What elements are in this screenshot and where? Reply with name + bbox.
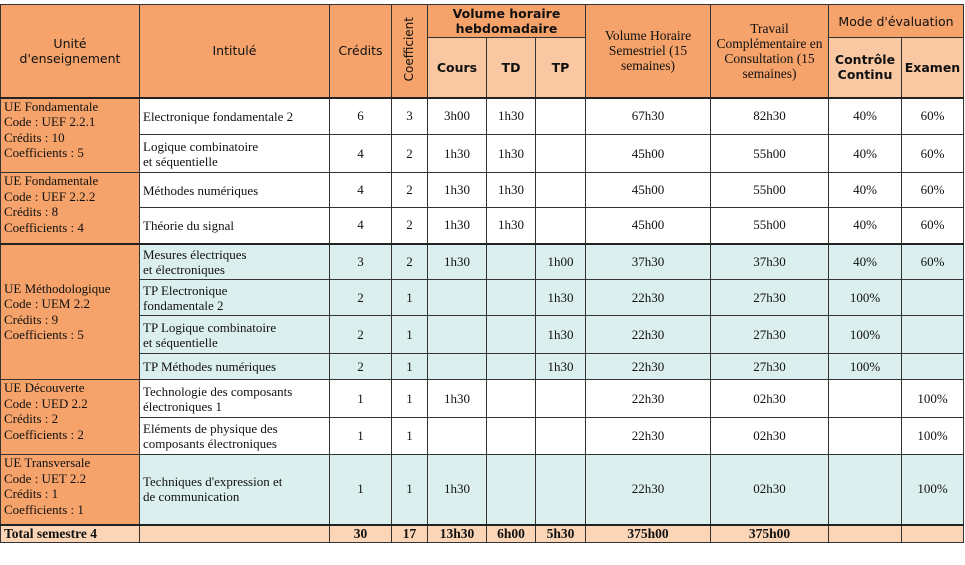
row-coef: 1 [392, 316, 428, 354]
ue-cell [1, 244, 140, 380]
row-name: Méthodes numériques [140, 173, 330, 208]
row-exam: 60% [902, 173, 964, 208]
row-credits: 2 [330, 316, 392, 354]
row-cc: 40% [829, 208, 902, 244]
row-credits: 2 [330, 280, 392, 316]
row-cc: 100% [829, 354, 902, 380]
ue-credits: Crédits : 8 [4, 204, 59, 219]
row-vhs: 45h00 [586, 208, 711, 244]
row-td: 1h30 [487, 98, 536, 135]
row-vhs: 22h30 [586, 380, 711, 418]
row-cours [428, 418, 487, 455]
ue-coefficients: Coefficients : 4 [4, 219, 84, 235]
total-tc: 375h00 [711, 525, 829, 543]
row-credits: 1 [330, 418, 392, 455]
header-volume-semestriel: Volume Horaire Semestriel (15 semaines) [586, 5, 711, 98]
row-td: 1h30 [487, 173, 536, 208]
ue-credits: Crédits : 9 [4, 311, 59, 327]
row-exam: 100% [902, 380, 964, 418]
row-cc: 40% [829, 244, 902, 280]
row-tc: 27h30 [711, 316, 829, 354]
row-credits: 4 [330, 208, 392, 244]
row-credits: 6 [330, 98, 392, 135]
total-cours: 13h30 [428, 525, 487, 543]
total-coef: 17 [392, 525, 428, 543]
row-cours: 3h00 [428, 98, 487, 135]
row-tc: 27h30 [711, 280, 829, 316]
row-cc: 100% [829, 280, 902, 316]
row-td [487, 455, 536, 525]
row-tp [536, 98, 586, 135]
row-vhs: 37h30 [586, 244, 711, 280]
row-td [487, 280, 536, 316]
row-exam: 60% [902, 244, 964, 280]
row-credits: 1 [330, 455, 392, 525]
row-cc [829, 455, 902, 525]
row-tc: 55h00 [711, 173, 829, 208]
row-name: TP Logique combinatoire et séquentielle [140, 316, 330, 354]
header-volume-hebdo: Volume horaire hebdomadaire [428, 5, 586, 38]
row-cc [829, 380, 902, 418]
row-vhs: 22h30 [586, 418, 711, 455]
total-tp: 5h30 [536, 525, 586, 543]
ue-title: UE Transversale [4, 455, 91, 470]
ue-title: UE Méthodologique [4, 280, 111, 296]
total-cc [829, 525, 902, 543]
semester-table [0, 4, 964, 543]
row-vhs: 45h00 [586, 135, 711, 173]
ue-coefficients: Coefficients : 2 [4, 426, 84, 442]
ue-coefficients: Coefficients : 1 [4, 501, 84, 517]
row-vhs: 22h30 [586, 316, 711, 354]
ue-cell [1, 98, 140, 173]
row-td [487, 418, 536, 455]
row-tc: 02h30 [711, 380, 829, 418]
row-coef: 2 [392, 173, 428, 208]
row-coef: 2 [392, 244, 428, 280]
row-name: TP Electronique fondamentale 2 [140, 280, 330, 316]
header-controle-continu: Contrôle Continu [829, 38, 902, 98]
ue-title: UE Fondamentale [4, 98, 99, 114]
row-coef: 2 [392, 135, 428, 173]
row-coef: 2 [392, 208, 428, 244]
header-examen: Examen [902, 38, 964, 98]
header-credits: Crédits [330, 5, 392, 98]
row-coef: 1 [392, 280, 428, 316]
row-credits: 1 [330, 380, 392, 418]
ue-code: Code : UEF 2.2.1 [4, 114, 96, 129]
row-exam [902, 354, 964, 380]
row-exam: 60% [902, 98, 964, 135]
header-coefficient [392, 5, 428, 98]
row-name: Electronique fondamentale 2 [140, 98, 330, 135]
row-cc: 40% [829, 135, 902, 173]
row-coef: 1 [392, 380, 428, 418]
header-intitule: Intitulé [140, 5, 330, 98]
row-exam [902, 316, 964, 354]
ue-cell [1, 455, 140, 525]
row-vhs: 45h00 [586, 173, 711, 208]
row-tp [536, 380, 586, 418]
row-vhs: 22h30 [586, 280, 711, 316]
total-vhs: 375h00 [586, 525, 711, 543]
header-td: TD [487, 38, 536, 98]
row-tp: 1h30 [536, 354, 586, 380]
row-cours: 1h30 [428, 208, 487, 244]
row-exam [902, 280, 964, 316]
row-td [487, 316, 536, 354]
row-name: TP Méthodes numériques [140, 354, 330, 380]
row-td [487, 354, 536, 380]
row-tp: 1h30 [536, 316, 586, 354]
row-tp [536, 418, 586, 455]
row-tp: 1h30 [536, 280, 586, 316]
row-cc: 40% [829, 173, 902, 208]
row-cc: 40% [829, 98, 902, 135]
total-label: Total semestre 4 [1, 525, 140, 543]
ue-credits: Crédits : 2 [4, 411, 59, 426]
ue-code: Code : UEM 2.2 [4, 296, 90, 312]
total-empty [140, 525, 330, 543]
row-tc: 55h00 [711, 135, 829, 173]
header-coefficient-label: Coefficient [402, 17, 416, 82]
row-exam: 60% [902, 208, 964, 244]
row-credits: 2 [330, 354, 392, 380]
row-cours: 1h30 [428, 455, 487, 525]
row-tp [536, 208, 586, 244]
row-tc: 02h30 [711, 418, 829, 455]
row-vhs: 67h30 [586, 98, 711, 135]
row-name: Techniques d'expression et de communication [140, 455, 330, 525]
row-exam: 100% [902, 418, 964, 455]
row-cc [829, 418, 902, 455]
ue-title: UE Découverte [4, 380, 85, 395]
header-mode-evaluation: Mode d'évaluation [829, 5, 964, 38]
row-cours [428, 280, 487, 316]
total-td: 6h00 [487, 525, 536, 543]
row-credits: 4 [330, 173, 392, 208]
ue-coefficients: Coefficients : 5 [4, 327, 84, 343]
row-cc: 100% [829, 316, 902, 354]
ue-code: Code : UET 2.2 [4, 470, 87, 486]
row-name: Mesures électriques et électroniques [140, 244, 330, 280]
ue-credits: Crédits : 10 [4, 129, 65, 145]
row-credits: 4 [330, 135, 392, 173]
header-cours: Cours [428, 38, 487, 98]
row-td: 1h30 [487, 135, 536, 173]
row-cours: 1h30 [428, 244, 487, 280]
ue-cell [1, 173, 140, 244]
ue-cell [1, 380, 140, 455]
row-exam: 100% [902, 455, 964, 525]
row-tc: 02h30 [711, 455, 829, 525]
row-coef: 3 [392, 98, 428, 135]
row-tp [536, 173, 586, 208]
row-cours: 1h30 [428, 173, 487, 208]
row-name: Eléments de physique des composants électroniques [140, 418, 330, 455]
header-travail-complementaire: Travail Complémentaire en Consultation (15 semaines) [711, 5, 829, 98]
row-tp: 1h00 [536, 244, 586, 280]
row-name: Théorie du signal [140, 208, 330, 244]
row-name: Logique combinatoire et séquentielle [140, 135, 330, 173]
ue-code: Code : UEF 2.2.2 [4, 188, 96, 204]
row-tc: 82h30 [711, 98, 829, 135]
row-tp [536, 135, 586, 173]
ue-credits: Crédits : 1 [4, 486, 59, 501]
row-cours: 1h30 [428, 135, 487, 173]
row-tc: 55h00 [711, 208, 829, 244]
total-credits: 30 [330, 525, 392, 543]
total-exam [902, 525, 964, 543]
row-coef: 1 [392, 455, 428, 525]
row-tc: 27h30 [711, 354, 829, 380]
row-cours [428, 354, 487, 380]
ue-title: UE Fondamentale [4, 173, 99, 188]
row-tp [536, 455, 586, 525]
row-cours: 1h30 [428, 380, 487, 418]
row-td [487, 244, 536, 280]
row-exam: 60% [902, 135, 964, 173]
row-name: Technologie des composants électroniques 1 [140, 380, 330, 418]
row-vhs: 22h30 [586, 455, 711, 525]
row-credits: 3 [330, 244, 392, 280]
row-vhs: 22h30 [586, 354, 711, 380]
row-coef: 1 [392, 418, 428, 455]
row-tc: 37h30 [711, 244, 829, 280]
ue-code: Code : UED 2.2 [4, 395, 88, 411]
row-coef: 1 [392, 354, 428, 380]
ue-coefficients: Coefficients : 5 [4, 145, 84, 160]
header-unite: Unité d'enseignement [1, 5, 140, 98]
header-tp: TP [536, 38, 586, 98]
row-td: 1h30 [487, 208, 536, 244]
row-cours [428, 316, 487, 354]
row-td [487, 380, 536, 418]
